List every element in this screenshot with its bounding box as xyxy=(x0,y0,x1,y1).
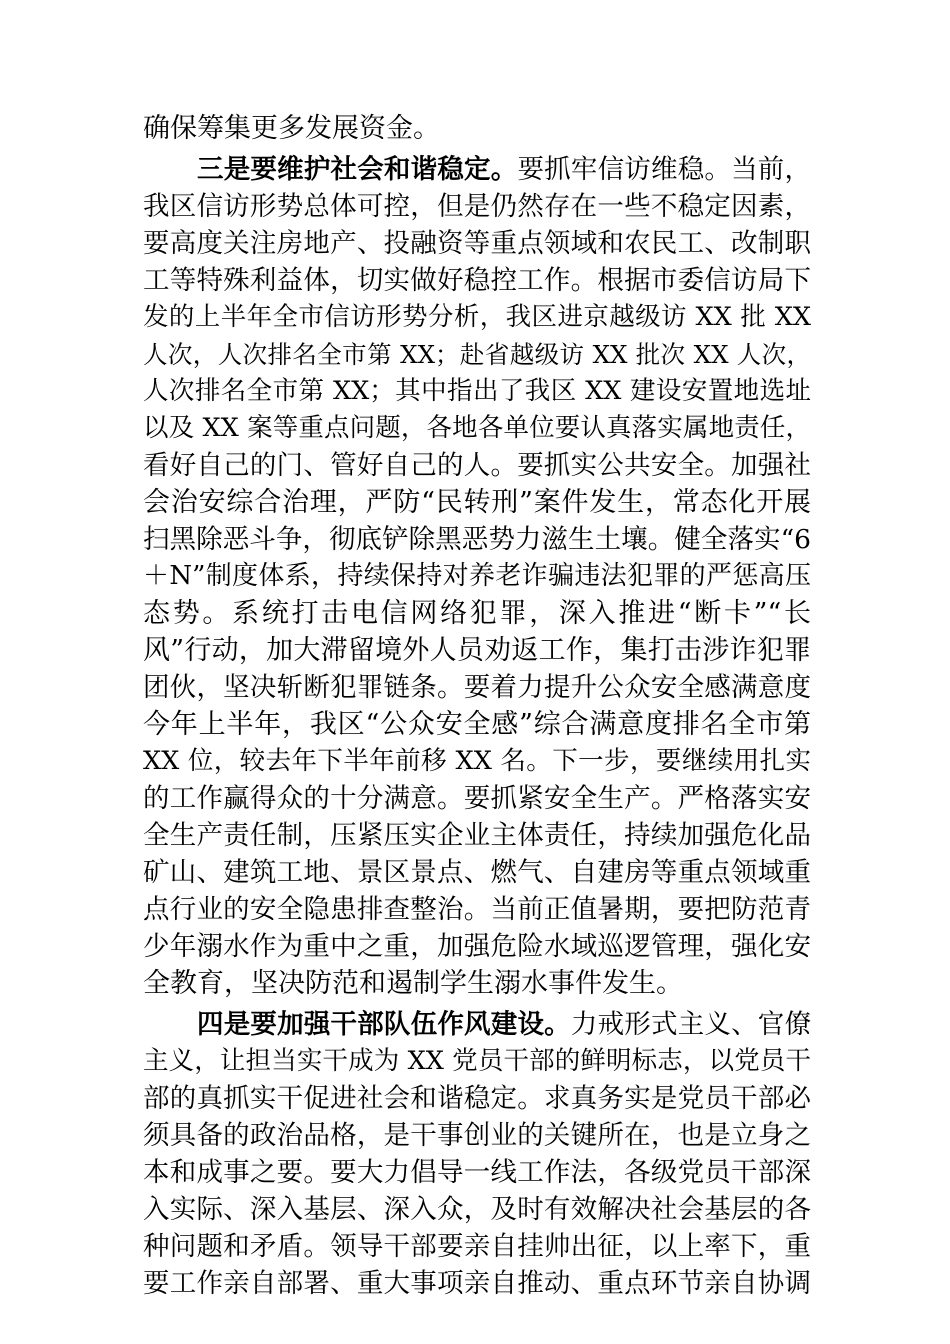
section-heading-3: 三是要维护社会和谐稳定。 xyxy=(197,154,518,185)
text-line-32: 要工作亲自部署、重大事项亲自推动、重点环节亲自协调 xyxy=(143,1268,811,1299)
text-line-20: 全生产责任制，压紧压实企业主体责任，持续加强危化品 xyxy=(143,820,811,851)
text-line-3: 我区信访形势总体可控，但是仍然存在一些不稳定因素， xyxy=(143,191,811,222)
text-line-2: 三是要维护社会和谐稳定。要抓牢信访维稳。当前， xyxy=(197,154,811,185)
text-line-24: 全教育，坚决防范和遏制学生溺水事件发生。 xyxy=(143,968,683,999)
section-heading-4: 四是要加强干部队伍作风建设。 xyxy=(197,1009,571,1040)
text-line-1: 确保筹集更多发展资金。 xyxy=(143,113,440,144)
text-line-31: 种问题和矛盾。领导干部要亲自挂帅出征，以上率下，重 xyxy=(143,1231,811,1262)
text-line-30: 入实际、深入基层、深入众，及时有效解决社会基层的各 xyxy=(143,1194,811,1225)
text-line-5: 工等特殊利益体，切实做好稳控工作。根据市委信访局下 xyxy=(143,265,811,296)
text-line-11: 会治安综合治理，严防“民转刑”案件发生，常态化开展 xyxy=(143,487,811,518)
text-line-15: 风”行动，加大滞留境外人员劝返工作，集打击涉诈犯罪 xyxy=(143,635,811,666)
text-line-17: 今年上半年，我区“公众安全感”综合满意度排名全市第 xyxy=(143,709,811,740)
text-line-9: 以及 XX 案等重点问题，各地各单位要认真落实属地责任， xyxy=(143,413,811,443)
text-line-6: 发的上半年全市信访形势分析，我区进京越级访 XX 批 XX xyxy=(143,302,811,332)
text-line-7: 人次，人次排名全市第 XX；赴省越级访 XX 批次 XX 人次， xyxy=(143,340,811,369)
text-line-16: 团伙，坚决斩断犯罪链条。要着力提升公众安全感满意度 xyxy=(143,672,811,703)
text-line-25: 四是要加强干部队伍作风建设。力戒形式主义、官僚 xyxy=(197,1009,811,1040)
text-line-18: XX 位，较去年下半年前移 XX 名。下一步，要继续用扎实 xyxy=(143,746,811,776)
text-line-14: 态势。系统打击电信网络犯罪，深入推进“断卡”“长 xyxy=(143,598,811,629)
text-line-27: 部的真抓实干促进社会和谐稳定。求真务实是党员干部必 xyxy=(143,1083,811,1114)
text-line-26: 主义，让担当实干成为 XX 党员干部的鲜明标志，以党员干 xyxy=(143,1046,811,1076)
text-line-13: ＋N”制度体系，持续保持对养老诈骗违法犯罪的严惩高压 xyxy=(143,561,811,591)
text-line-22: 点行业的安全隐患排查整治。当前正值暑期，要把防范青 xyxy=(143,894,811,925)
text-line-28: 须具备的政治品格，是干事创业的关键所在，也是立身之 xyxy=(143,1120,811,1151)
text-line-21: 矿山、建筑工地、景区景点、燃气、自建房等重点领域重 xyxy=(143,857,811,888)
text-line-4: 要高度关注房地产、投融资等重点领域和农民工、改制职 xyxy=(143,228,811,259)
text-line-29: 本和成事之要。要大力倡导一线工作法，各级党员干部深 xyxy=(143,1157,811,1188)
text-line-19: 的工作赢得众的十分满意。要抓紧安全生产。严格落实安 xyxy=(143,783,811,814)
text-line-12: 扫黑除恶斗争，彻底铲除黑恶势力滋生土壤。健全落实“6 xyxy=(143,524,811,555)
text-line-23: 少年溺水作为重中之重，加强危险水域巡逻管理，强化安 xyxy=(143,931,811,962)
text-line-8: 人次排名全市第 XX；其中指出了我区 XX 建设安置地选址 xyxy=(143,376,811,406)
text-line-10: 看好自己的门、管好自己的人。要抓实公共安全。加强社 xyxy=(143,450,811,481)
